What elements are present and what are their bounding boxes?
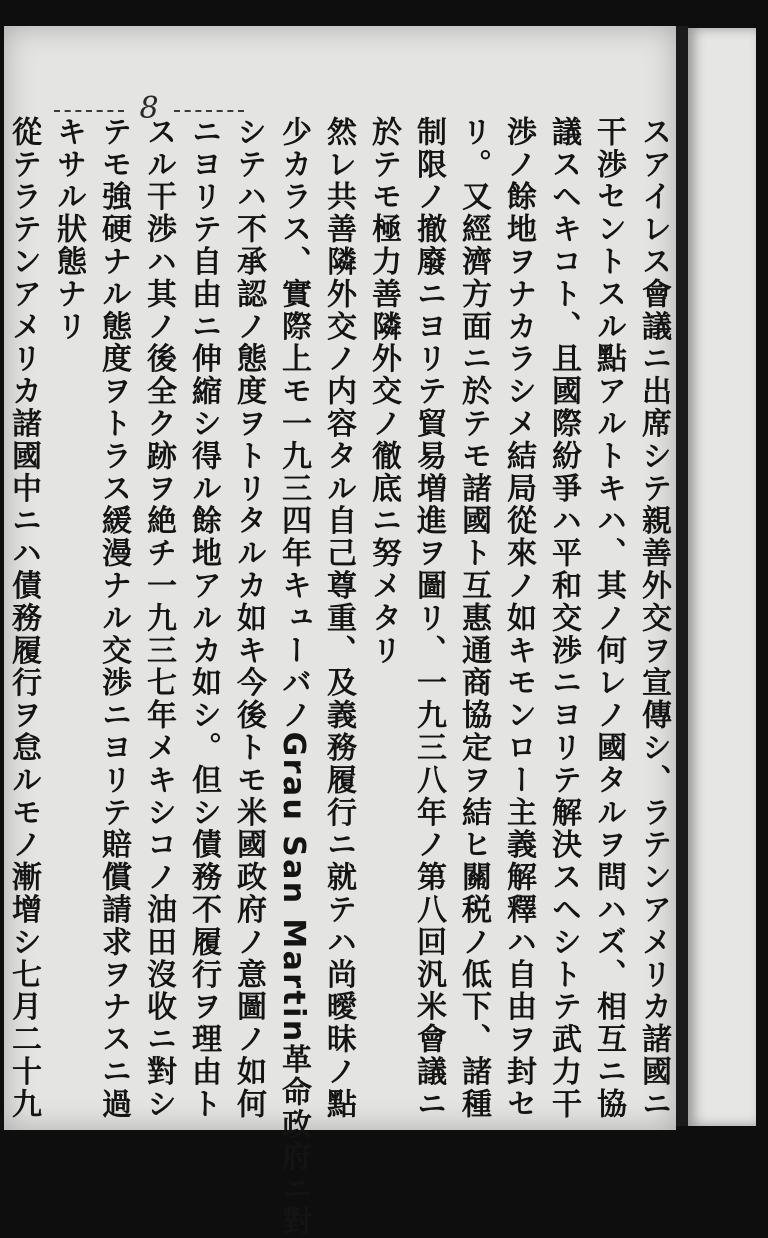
text-column: 議スヘキコト、且國際紛爭ハ平和交渉ニヨリテ解決スヘシトテ武力干 <box>546 116 581 1121</box>
vertical-text-block <box>6 116 676 1238</box>
text-column: テモ強硬ナル態度ヲトラス緩漫ナル交渉ニヨリテ賠償請求ヲナスニ過 <box>96 116 131 1121</box>
text-column: スル干渉ハ其ノ後全ク跡ヲ絶チ一九三七年メキシコノ油田沒收ニ對シ <box>141 116 176 1121</box>
text-column: 干渉セントスル點アルトキハ、其ノ何レノ國タルヲ問ハズ、相互ニ協 <box>591 116 626 1121</box>
text-column: ニヨリテ自由ニ伸縮シ得ル餘地アルカ如シ。但シ債務不履行ヲ理由ト <box>186 116 221 1121</box>
text-column: 渉ノ餘地ヲナカラシメ結局從來ノ如キモンロー主義解釋ハ自由ヲ封セ <box>501 116 536 1121</box>
text-column: 於テモ極力善隣外交ノ徹底ニ努メタリ <box>366 116 401 667</box>
text-column: 制限ノ撤廢ニヨリテ貿易増進ヲ圖リ、一九三八年ノ第八回汎米會議ニ <box>411 116 446 1121</box>
text-column: 從テラテンアメリカ諸國中ニハ債務履行ヲ怠ルモノ漸增シ七月二十九 <box>6 116 41 1121</box>
text-column: シテハ不承認ノ態度ヲトリタルカ如キ今後トモ米國政府ノ意圖ノ如何 <box>231 116 266 1121</box>
text-column: 少カラス、實際上モ一九三四年キューバノGrau San Martin革命政府ニ對 <box>276 116 311 1238</box>
text-column: 然レ共善隣外交ノ内容タル自己尊重、及義務履行ニ就テハ尚曖昧ノ點 <box>321 116 356 1121</box>
page-number: 8 <box>54 88 244 128</box>
text-column: キサル狀態ナリ <box>51 116 86 343</box>
text-column: スアイレス會議ニ出席シテ親善外交ヲ宣傳シ、ラテンアメリカ諸國ニ <box>636 116 671 1121</box>
adjacent-page-edge <box>688 28 756 1126</box>
page-gutter <box>676 26 688 1126</box>
text-column: リ。又經濟方面ニ於テモ諸國ト互惠通商協定ヲ結ヒ關税ノ低下、諸種 <box>456 116 491 1121</box>
